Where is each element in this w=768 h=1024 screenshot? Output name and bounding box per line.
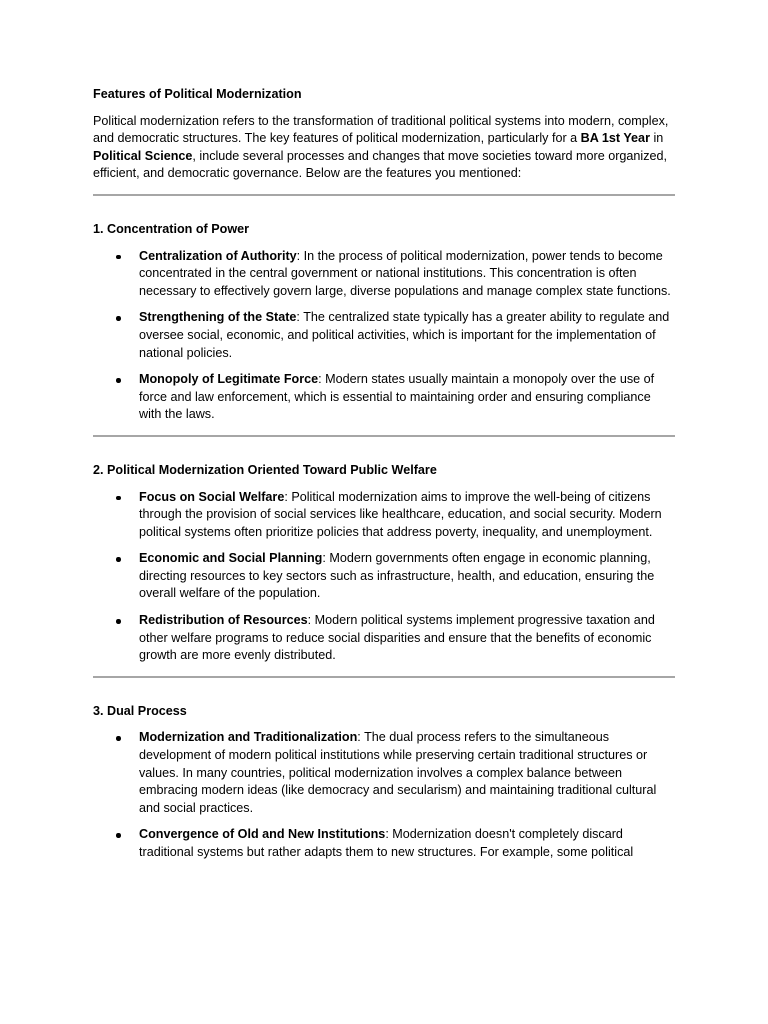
intro-paragraph — [93, 113, 675, 183]
item-text: : Modernization doesn't completely discard traditional systems but rather adapts them to new structures. For example, some political — [139, 827, 634, 859]
bullet-icon — [116, 378, 121, 383]
item-term: Convergence of Old and New Institutions — [139, 827, 386, 842]
item-text: : The dual process refers to the simultaneous development of modern political institutions while preserving certain traditional structures or values. In many countries, political modernization involves a complex balance between embracing modern ideas (like democracy and secularism) and maintaining traditional cultural and social practices. — [139, 730, 657, 815]
item-text: : Political modernization aims to improve the well-being of citizens through the provision of social services like healthcare, education, and social security. Modern political systems often prioritize policies that address poverty, inequality, and unemployment. — [139, 489, 662, 539]
intro-text-2: in — [649, 131, 664, 146]
section-heading-concentration-of-power: 1. Concentration of Power — [93, 221, 250, 236]
item-term: Modernization and Traditionalization — [139, 730, 358, 745]
bullet-icon — [116, 316, 121, 321]
section-heading-dual-process: 3. Dual Process — [93, 703, 187, 718]
item-text: : Modern governments often engage in economic planning, directing resources to key sectors such as infrastructure, health, and education, ensuring the overall welfare of the population. — [139, 551, 655, 601]
item-term: Monopoly of Legitimate Force — [139, 372, 319, 387]
list-item — [93, 371, 675, 424]
list-item — [93, 248, 675, 301]
bullet-icon — [116, 496, 121, 501]
item-text: : Modern political systems implement progressive taxation and other welfare programs to reduce social disparities and ensure that the benefits of economic growth are more evenly distributed. — [139, 613, 655, 663]
bullet-icon — [116, 736, 121, 741]
section-heading-public-welfare: 2. Political Modernization Oriented Toward Public Welfare — [93, 462, 437, 477]
section-list-concentration-of-power — [93, 248, 675, 424]
list-item — [93, 612, 675, 665]
list-item — [93, 729, 675, 817]
item-term: Focus on Social Welfare — [139, 489, 285, 504]
intro-bold-2: Political Science — [93, 148, 193, 163]
item-term: Economic and Social Planning — [139, 551, 323, 566]
list-item — [93, 489, 675, 542]
item-term: Redistribution of Resources — [139, 613, 308, 628]
item-text: : The centralized state typically has a greater ability to regulate and oversee social, economic, and political activities, which is important for the implementation of national policies. — [139, 310, 670, 360]
item-term: Strengthening of the State — [139, 310, 297, 325]
section-divider — [93, 676, 675, 678]
list-item — [93, 826, 675, 861]
bullet-icon — [116, 619, 121, 624]
bullet-icon — [116, 557, 121, 562]
intro-text-1: Political modernization refers to the transformation of traditional political systems into modern, complex, and democratic structures. The key features of political modernization, particularly for a — [93, 113, 669, 146]
section-divider — [93, 194, 675, 196]
bullet-icon — [116, 255, 121, 260]
list-item — [93, 550, 675, 603]
document-body — [93, 86, 675, 862]
intro-bold-1: BA 1st Year — [580, 131, 650, 146]
item-text: : In the process of political modernization, power tends to become concentrated in the central government or national institutions. This concentration is often necessary to effectively govern large, diverse populations and manage complex state functions. — [139, 248, 671, 298]
item-term: Centralization of Authority — [139, 248, 297, 263]
list-item — [93, 309, 675, 362]
item-text: : Modern states usually maintain a monopoly over the use of force and law enforcement, which is essential to maintaining order and ensuring compliance with the laws. — [139, 372, 655, 422]
section-list-public-welfare — [93, 489, 675, 665]
section-list-dual-process — [93, 729, 675, 861]
bullet-icon — [116, 833, 121, 838]
section-divider — [93, 435, 675, 437]
intro-text-3: , include several processes and changes that move societies toward more organized, efficient, and democratic governance. Below are the features you mentioned: — [93, 148, 668, 181]
document-title: Features of Political Modernization — [93, 87, 302, 101]
